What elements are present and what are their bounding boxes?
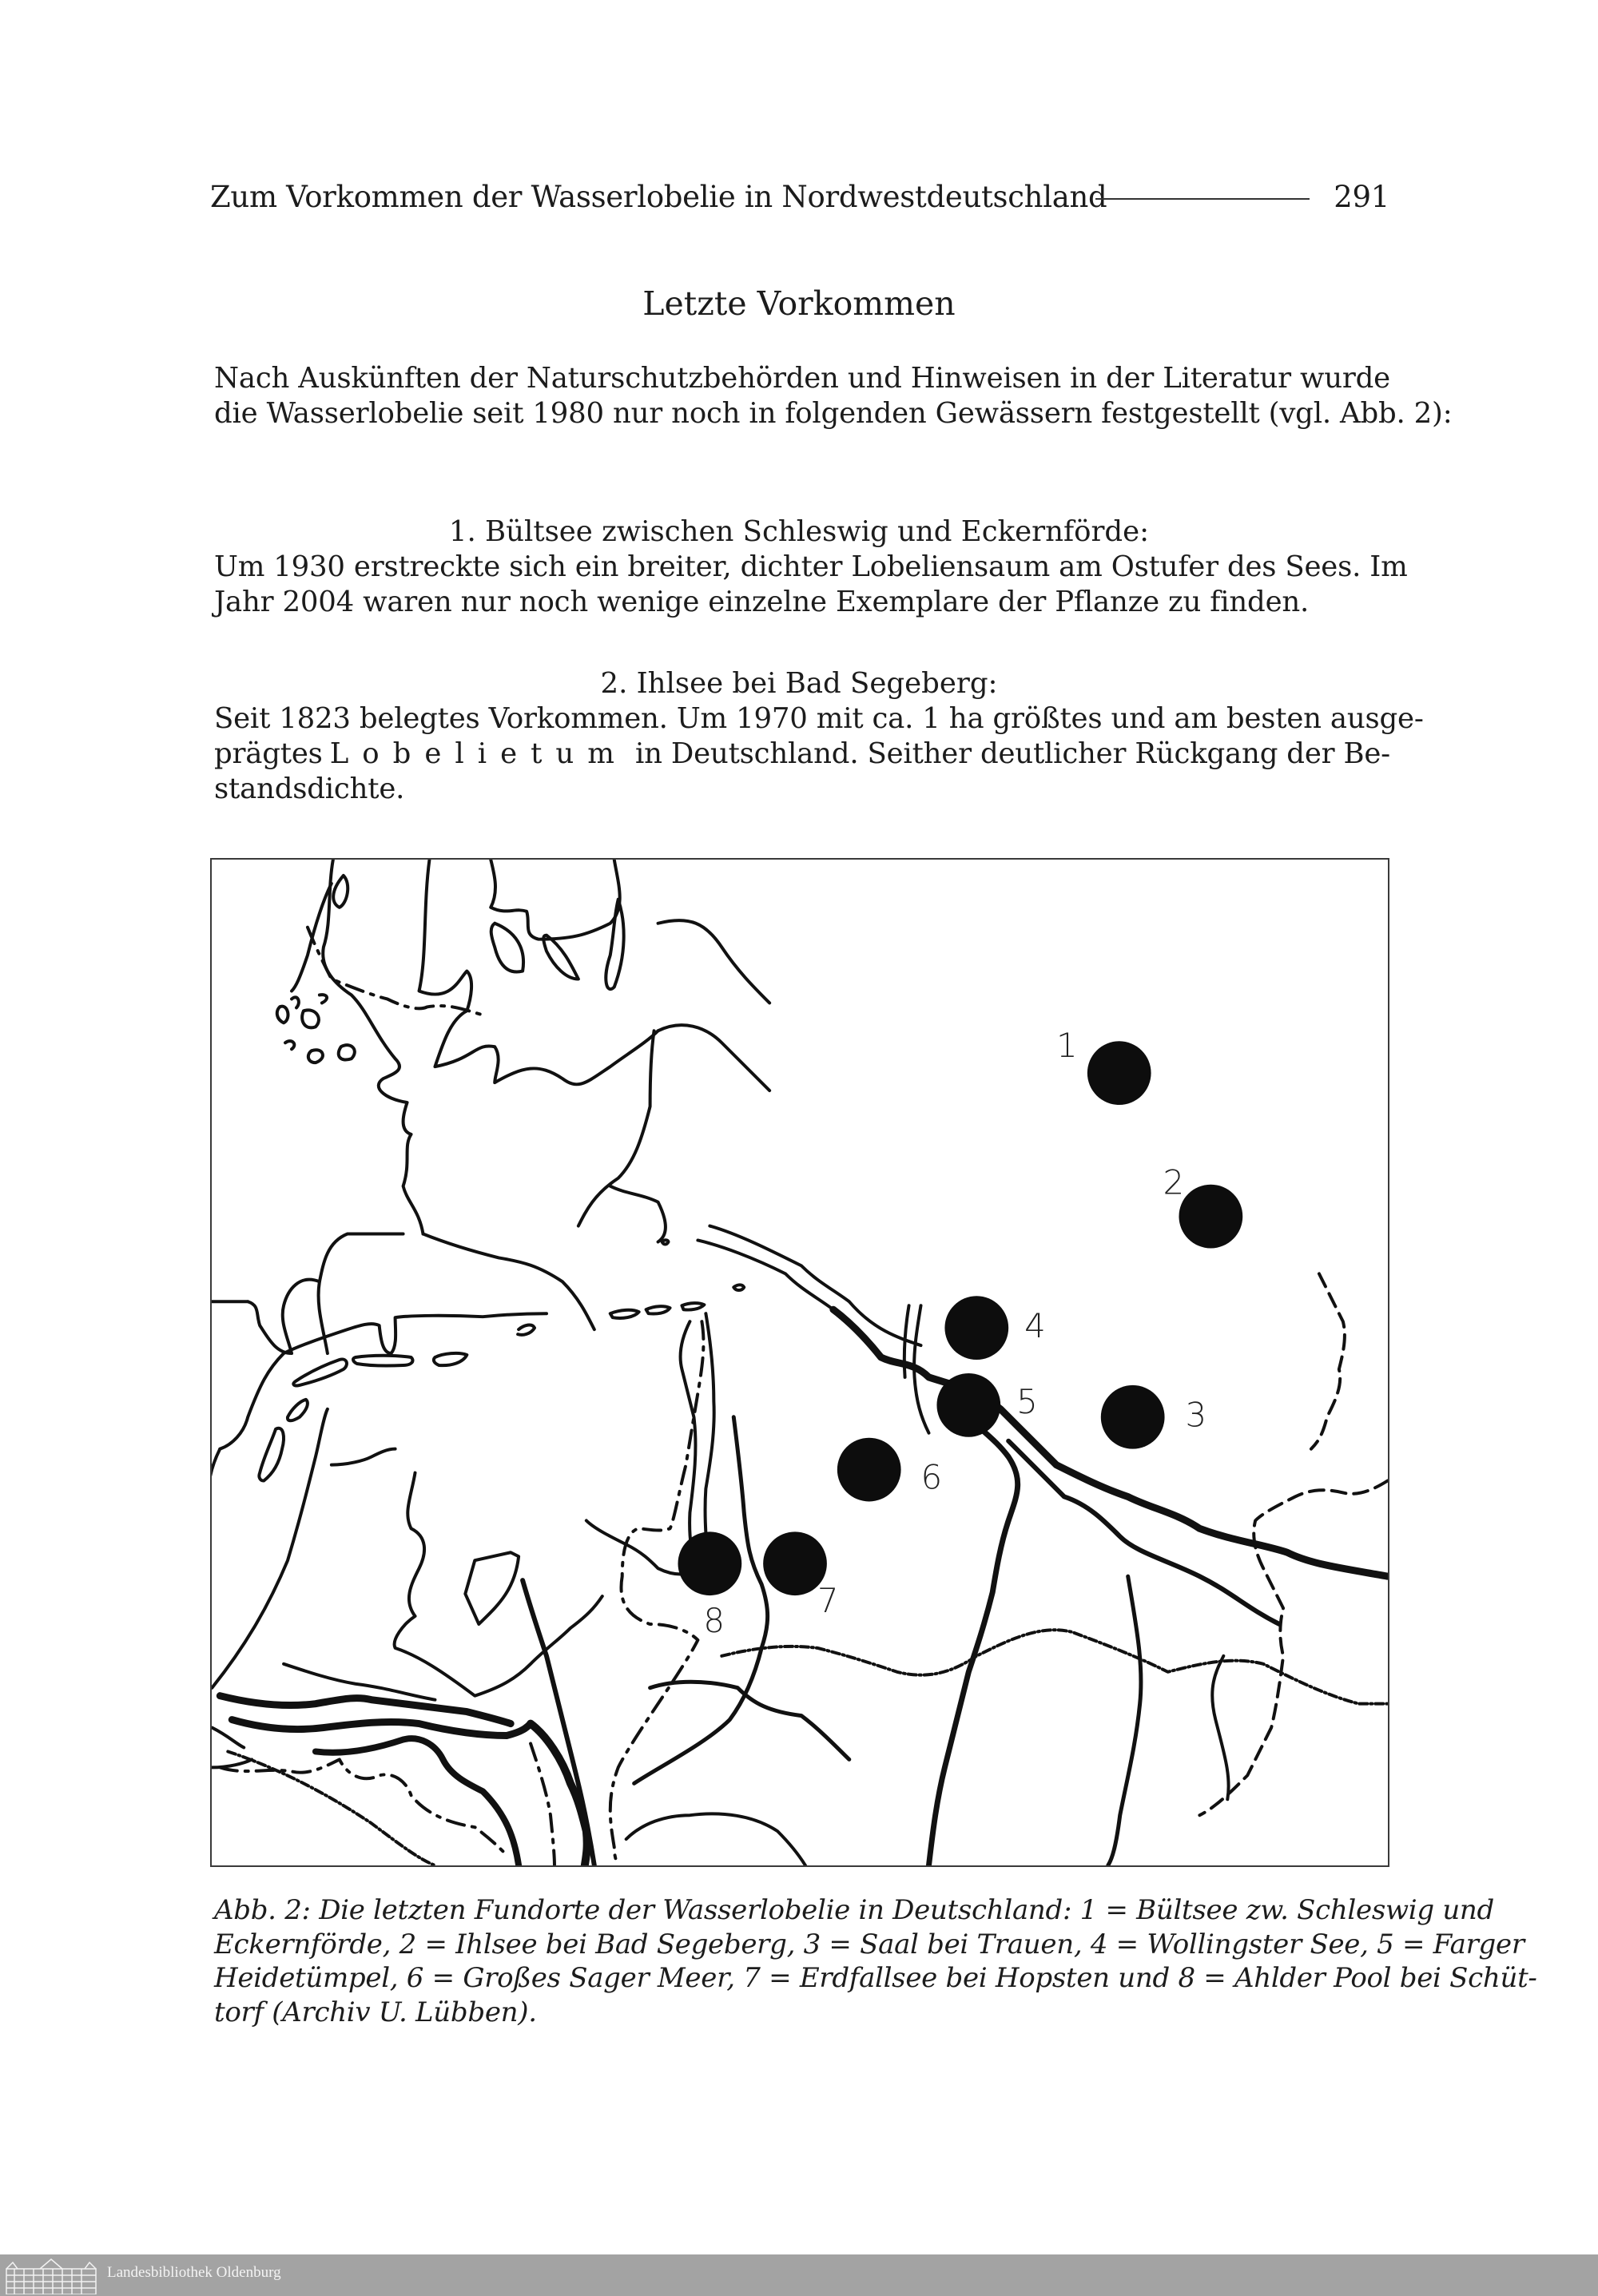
- running-head-rule: [1095, 198, 1310, 200]
- border-de-dk: [308, 928, 483, 1015]
- borders: [220, 928, 703, 1865]
- island-borkum: [518, 1325, 535, 1335]
- hatched-lines: [228, 1630, 1387, 1865]
- site-marker-label-8: 8: [703, 1600, 725, 1640]
- coastline-sylt: [292, 876, 348, 991]
- coastline-baltic-sh: [419, 860, 658, 1084]
- river-lippe: [650, 1682, 849, 1759]
- island-ameland: [353, 1356, 413, 1366]
- library-name: Landesbibliothek Oldenburg: [107, 2264, 281, 2281]
- border-be-de: [531, 1743, 555, 1865]
- entry-body-1: [214, 550, 1408, 620]
- site-marker-label-6: 6: [920, 1457, 943, 1497]
- borders-dashed: [1199, 1273, 1387, 1815]
- coastline-zealand: [606, 900, 769, 1003]
- river-ems: [634, 1417, 768, 1784]
- border-nl-be: [220, 1759, 507, 1855]
- site-marker-label-5: 5: [1016, 1381, 1038, 1421]
- site-marker-1: [1087, 1041, 1151, 1105]
- text-line: Seit 1823 belegtes Vorkommen. Um 1970 mit ca. 1 ha größtes und am besten ausge-: [214, 702, 1424, 735]
- section-title-text: Letzte Vorkommen: [642, 284, 956, 323]
- site-marker-8: [678, 1531, 741, 1595]
- river-south-1: [626, 1813, 805, 1865]
- island-texel: [259, 1428, 284, 1481]
- island-wangerooge: [285, 997, 299, 1049]
- coastline-mecklenburg: [658, 1025, 770, 1090]
- entry-heading-1: 1. Bültsee zwischen Schleswig und Eckernförde:: [448, 515, 1150, 548]
- river-leine: [1108, 1576, 1141, 1865]
- island-langeland: [491, 924, 523, 972]
- site-marker-6: [837, 1438, 901, 1502]
- coastline-ostfriesland: [212, 1301, 248, 1333]
- coastline-denmark-fyn: [491, 860, 619, 939]
- text-fragment: in Deutschland. Seither deutlicher Rückgang der Be-: [634, 737, 1390, 770]
- island-langeoog: [682, 1303, 704, 1309]
- coastline-nl-holland: [212, 1409, 328, 1688]
- site-marker-2: [1179, 1185, 1242, 1249]
- mountain-edge-2: [228, 1751, 435, 1865]
- river-rhine: [531, 1724, 587, 1865]
- entry-body-2: [214, 701, 1424, 807]
- running-head: [210, 177, 1389, 217]
- site-markers: [678, 1026, 1242, 1640]
- caption-line: torf (Archiv U. Lübben).: [214, 1996, 537, 2028]
- island-helgoland: [662, 1240, 669, 1244]
- text-line: standsdichte.: [214, 773, 405, 805]
- river-rhine-waal: [220, 1696, 511, 1724]
- river-aller: [1008, 1441, 1279, 1624]
- page-number: 291: [1334, 180, 1389, 214]
- caption-line: Eckernförde, 2 = Ihlsee bei Bad Segeberg, 3 = Saal bei Trauen, 4 = Wollingster See, 5 = Farger: [214, 1928, 1524, 1960]
- text-fragment: prägtes: [214, 737, 323, 770]
- site-marker-label-1: 1: [1055, 1026, 1078, 1066]
- island-laaland: [543, 935, 578, 979]
- river-delta-inlet: [212, 1728, 252, 1768]
- spaced-term: Lobelietum: [329, 737, 628, 770]
- running-head-title: Zum Vorkommen der Wasserlobelie in Nordwestdeutschland: [210, 180, 1107, 214]
- island-norderney: [646, 1306, 670, 1313]
- coastline-nl-north: [220, 1313, 547, 1448]
- site-marker-3: [1101, 1385, 1165, 1449]
- intro-paragraph: [214, 361, 1453, 431]
- text-line: Um 1930 erstreckte sich ein breiter, dichter Lobeliensaum am Ostufer des Sees. Im: [214, 550, 1408, 583]
- site-marker-label-2: 2: [1163, 1162, 1185, 1202]
- polder-flevoland: [465, 1552, 519, 1624]
- river-oker: [1212, 1656, 1228, 1799]
- text-line: Jahr 2004 waren nur noch wenige einzelne Exemplare der Pflanze zu finden.: [214, 586, 1310, 618]
- caption-line: Abb. 2: Die letzten Fundorte der Wasserlobelie in Deutschland: 1 = Bültsee zw. Schleswig und: [214, 1894, 1494, 1926]
- site-marker-label-4: 4: [1024, 1306, 1046, 1346]
- figure-caption: [214, 1893, 1537, 2029]
- coastline-nl-west: [212, 1449, 220, 1497]
- island-juist: [610, 1310, 639, 1318]
- mountain-edge-1: [721, 1630, 1387, 1703]
- coastline-afsluitdijk: [332, 1449, 396, 1465]
- island: [320, 995, 327, 1003]
- entry-heading-2: 2. Ihlsee bei Bad Segeberg:: [600, 667, 998, 700]
- site-marker-label-7: 7: [817, 1581, 839, 1621]
- river-delta-north: [284, 1664, 435, 1700]
- text-line: Nach Auskünften der Naturschutzbehörden und Hinweisen in der Literatur wurde: [214, 362, 1390, 395]
- island-terschelling: [293, 1359, 347, 1385]
- island-schiermonnikoog: [434, 1353, 467, 1365]
- river-rhine-lek: [232, 1720, 531, 1736]
- island: [302, 1010, 319, 1027]
- library-footer-bar: [0, 2254, 1598, 2296]
- island: [339, 1045, 355, 1059]
- caption-line: Heidetümpel, 6 = Großes Sager Meer, 7 = Erdfallsee bei Hopsten und 8 = Ahlder Pool bei Schüt-: [214, 1962, 1537, 1994]
- library-building-icon: [5, 2258, 97, 2294]
- island-small: [733, 1285, 744, 1290]
- site-marker-4: [944, 1296, 1008, 1360]
- text-line: [214, 737, 1390, 772]
- site-marker-label-3: 3: [1185, 1395, 1207, 1435]
- coastline-jutland-west: [323, 860, 423, 1234]
- text-line: die Wasserlobelie seit 1980 nur noch in folgenden Gewässern festgestellt (vgl. Abb. 2):: [214, 397, 1453, 430]
- island: [277, 1007, 288, 1023]
- island: [308, 1050, 323, 1063]
- island-vlieland: [288, 1400, 308, 1420]
- coastline-fehmarn-bight: [578, 1031, 666, 1241]
- border-state-east-1: [1311, 1273, 1345, 1448]
- section-title: [0, 284, 1598, 324]
- figure-map: [210, 858, 1389, 1867]
- map-svg: [212, 860, 1388, 1865]
- coastline-ijsselmeer: [395, 1473, 602, 1696]
- site-marker-5: [936, 1373, 1000, 1437]
